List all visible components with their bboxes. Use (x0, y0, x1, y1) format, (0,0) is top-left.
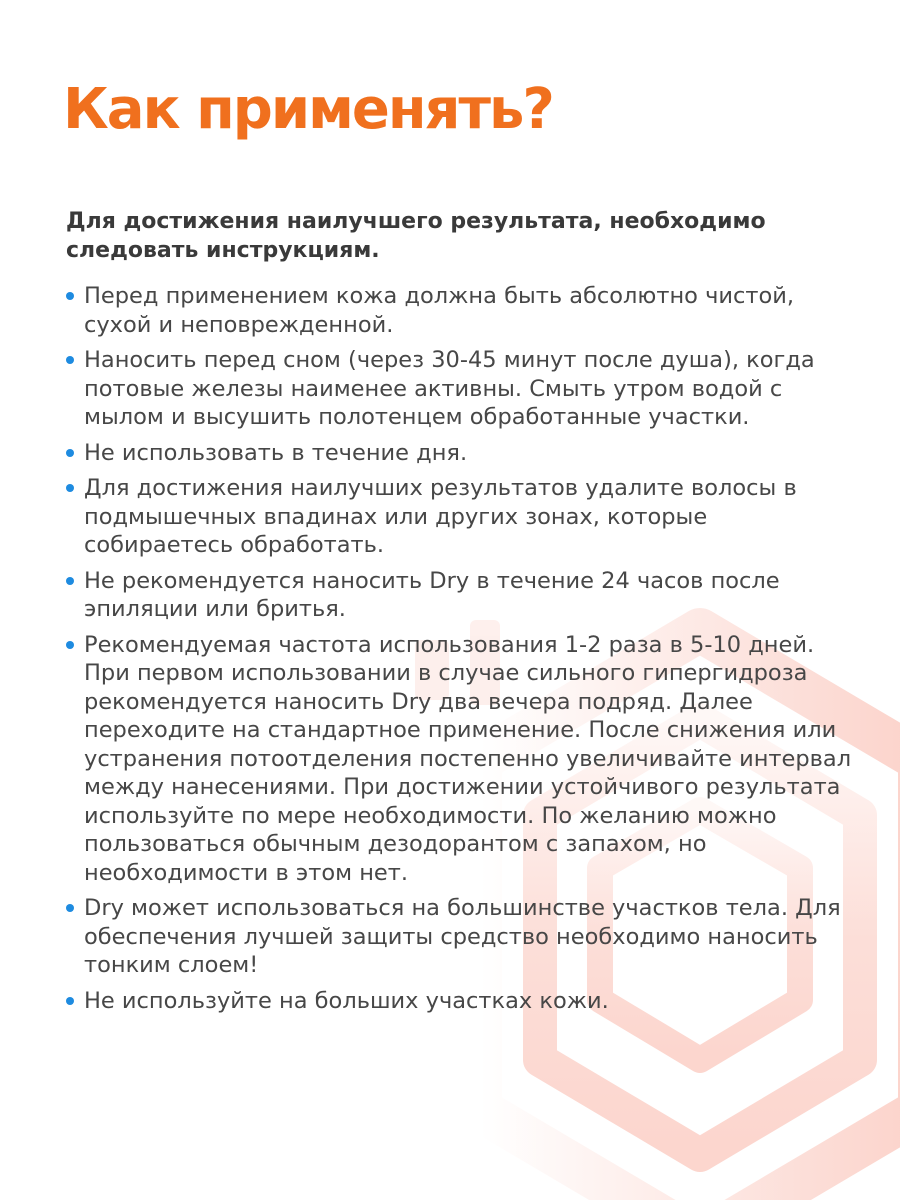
list-item (66, 474, 856, 560)
bullet-dot-icon (66, 292, 74, 300)
list-item-text: Не используйте на больших участках кожи. (84, 987, 609, 1014)
bullet-dot-icon (66, 356, 74, 364)
intro-text: Для достижения наилучшего результата, необходимо следовать инструкциям. (66, 209, 766, 263)
instructions-list (66, 282, 856, 1022)
bullet-dot-icon (66, 904, 74, 912)
list-item (66, 987, 856, 1016)
list-item-text: Для достижения наилучших результатов удалите волосы в подмышечных впадинах или других зонах, которые собираетесь обработать. (84, 475, 797, 558)
page-title: Как применять? (63, 77, 553, 142)
list-item-text: Не использовать в течение дня. (84, 439, 468, 466)
list-item-text: Наносить перед сном (через 30-45 минут после душа), когда потовые железы наименее активны. Смыть утром водой с мылом и высушить полотенцем обработанные участки. (84, 347, 815, 430)
list-item-text: Перед применением кожа должна быть абсолютно чистой, сухой и неповрежденной. (84, 283, 795, 338)
list-item (66, 894, 856, 980)
list-item (66, 282, 856, 339)
list-item (66, 631, 856, 888)
list-item-text: Dry может использоваться на большинстве участков тела. Для обеспечения лучшей защиты средство необходимо наносить тонким слоем! (84, 895, 841, 978)
bullet-dot-icon (66, 484, 74, 492)
bullet-dot-icon (66, 449, 74, 457)
list-item-text: Рекомендуемая частота использования 1-2 раза в 5-10 дней. При первом использовании в случае сильного гипергидроза рекомендуется наносить Dry два вечера подряд. Далее переходите на стандартное применение. После снижения или устранения потоотделения постепенно увеличивайте интервал между нанесениями. При достижении устойчивого результата используйте по мере необходимости. По желанию можно пользоваться обычным дезодорантом с запахом, но необходимости в этом нет. (84, 631, 852, 886)
bullet-dot-icon (66, 577, 74, 585)
list-item (66, 346, 856, 432)
list-item (66, 567, 856, 624)
bullet-dot-icon (66, 641, 74, 649)
bullet-dot-icon (66, 997, 74, 1005)
list-item-text: Не рекомендуется наносить Dry в течение 24 часов после эпиляции или бритья. (84, 567, 780, 622)
list-item (66, 439, 856, 468)
